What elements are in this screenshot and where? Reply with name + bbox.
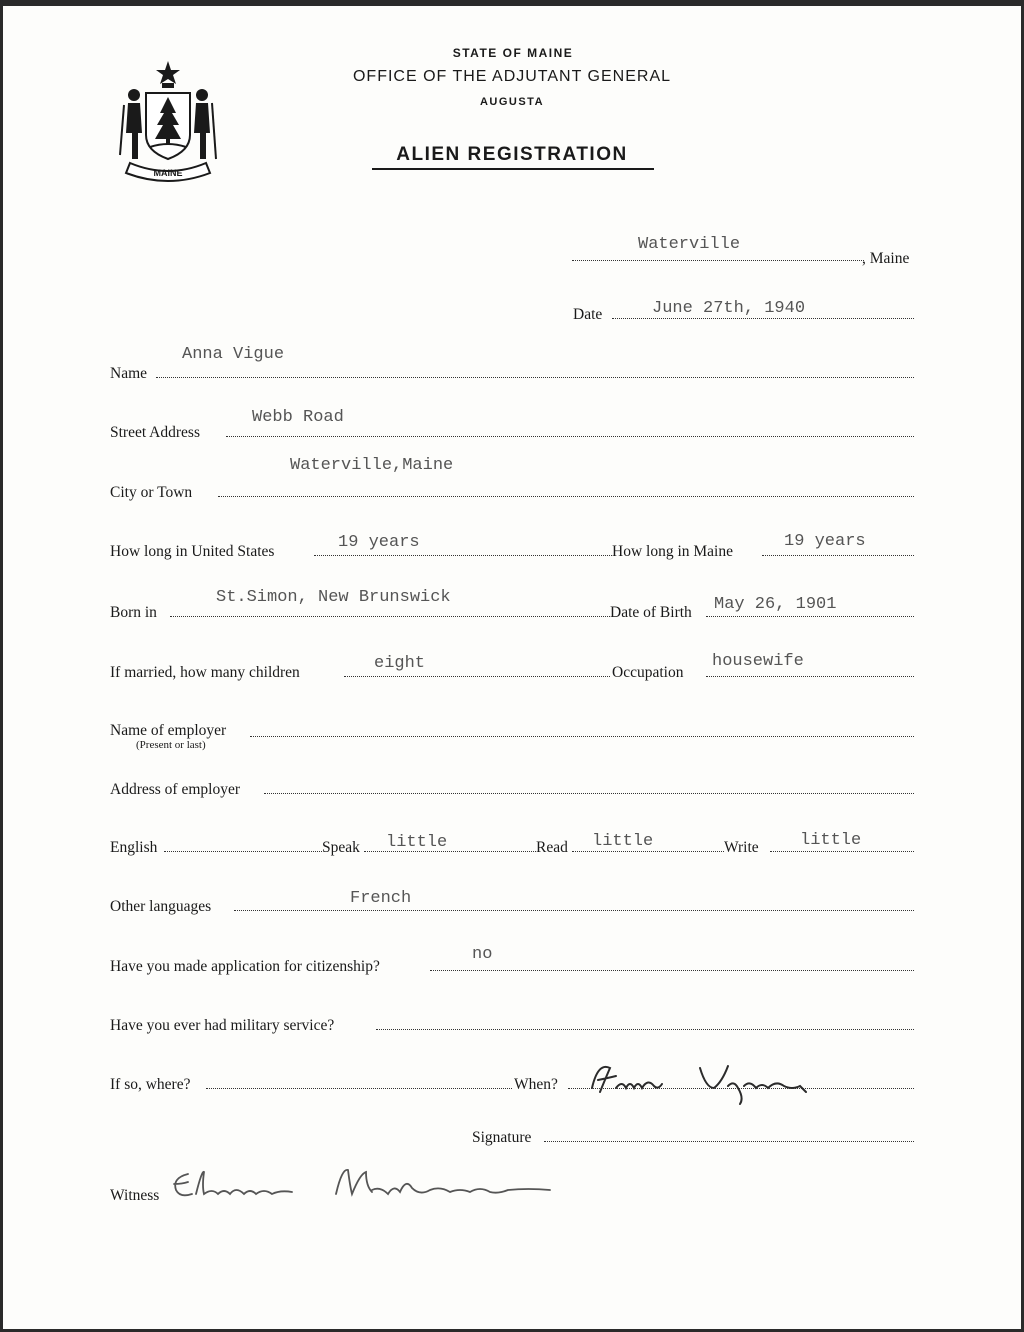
signature-label: Signature xyxy=(472,1129,532,1146)
scan-edge-top xyxy=(0,0,1024,6)
date-label: Date xyxy=(573,306,603,323)
how-long-maine-line xyxy=(762,555,914,556)
where-line xyxy=(206,1088,512,1089)
born-in-label: Born in xyxy=(110,604,157,621)
name-value: Anna Vigue xyxy=(182,345,285,364)
other-languages-value: French xyxy=(350,889,412,908)
citizenship-label: Have you made application for citizenship? xyxy=(110,958,380,975)
children-label: If married, how many children xyxy=(110,664,300,681)
name-line xyxy=(156,377,914,378)
title-underline xyxy=(372,168,654,170)
witness-label: Witness xyxy=(110,1187,160,1204)
other-languages-line xyxy=(234,910,914,911)
children-line xyxy=(344,676,610,677)
military-line xyxy=(376,1029,914,1030)
speak-label: Speak xyxy=(322,839,360,856)
employer-sublabel: (Present or last) xyxy=(136,739,206,751)
employer-address-label: Address of employer xyxy=(110,781,240,798)
dob-line xyxy=(706,616,914,617)
city-value: Waterville,Maine xyxy=(290,456,454,475)
born-in-value: St.Simon, New Brunswick xyxy=(216,588,451,607)
military-label: Have you ever had military service? xyxy=(110,1017,335,1034)
employer-line xyxy=(250,736,914,737)
english-label: English xyxy=(110,839,158,856)
write-line xyxy=(770,851,914,852)
citizenship-line xyxy=(430,970,914,971)
employer-address-line xyxy=(264,793,914,794)
occupation-label: Occupation xyxy=(612,664,684,681)
read-value: little xyxy=(592,832,654,851)
place-suffix: , Maine xyxy=(862,250,910,267)
how-long-maine-value: 19 years xyxy=(784,532,866,551)
when-label: When? xyxy=(514,1076,558,1093)
occupation-line xyxy=(706,676,914,677)
place-line xyxy=(572,260,864,261)
other-languages-label: Other languages xyxy=(110,898,212,915)
applicant-signature xyxy=(588,1058,820,1108)
read-label: Read xyxy=(536,839,568,856)
city-line xyxy=(218,496,914,497)
dob-label: Date of Birth xyxy=(610,604,692,621)
form-title: ALIEN REGISTRATION xyxy=(396,144,628,165)
date-line xyxy=(612,318,914,319)
street-value: Webb Road xyxy=(252,408,344,427)
how-long-maine-label: How long in Maine xyxy=(612,543,733,560)
english-line xyxy=(164,851,322,852)
how-long-us-value: 19 years xyxy=(338,533,420,552)
speak-value: little xyxy=(386,833,448,852)
how-long-us-line xyxy=(314,555,612,556)
seal-banner-text: MAINE xyxy=(153,168,183,178)
write-value: little xyxy=(800,831,862,850)
citizenship-value: no xyxy=(472,945,493,964)
signature-line xyxy=(544,1141,914,1142)
children-value: eight xyxy=(374,654,426,673)
office-heading: OFFICE OF THE ADJUTANT GENERAL xyxy=(352,68,672,85)
where-label: If so, where? xyxy=(110,1076,191,1093)
read-line xyxy=(572,851,724,852)
street-label: Street Address xyxy=(110,424,200,441)
place-value: Waterville xyxy=(638,235,741,254)
city-label: City or Town xyxy=(110,484,193,501)
employer-label: Name of employer xyxy=(110,722,227,739)
occupation-value: housewife xyxy=(712,652,804,671)
born-in-line xyxy=(170,616,610,617)
state-heading: STATE OF MAINE xyxy=(452,46,574,60)
city-heading: AUGUSTA xyxy=(479,96,545,108)
witness-signature xyxy=(168,1164,558,1210)
write-label: Write xyxy=(724,839,759,856)
street-line xyxy=(226,436,914,437)
how-long-us-label: How long in United States xyxy=(110,543,275,560)
date-value: June 27th, 1940 xyxy=(652,299,806,318)
scan-edge-left xyxy=(0,0,3,1332)
name-label: Name xyxy=(110,365,148,382)
dob-value: May 26, 1901 xyxy=(714,595,837,614)
